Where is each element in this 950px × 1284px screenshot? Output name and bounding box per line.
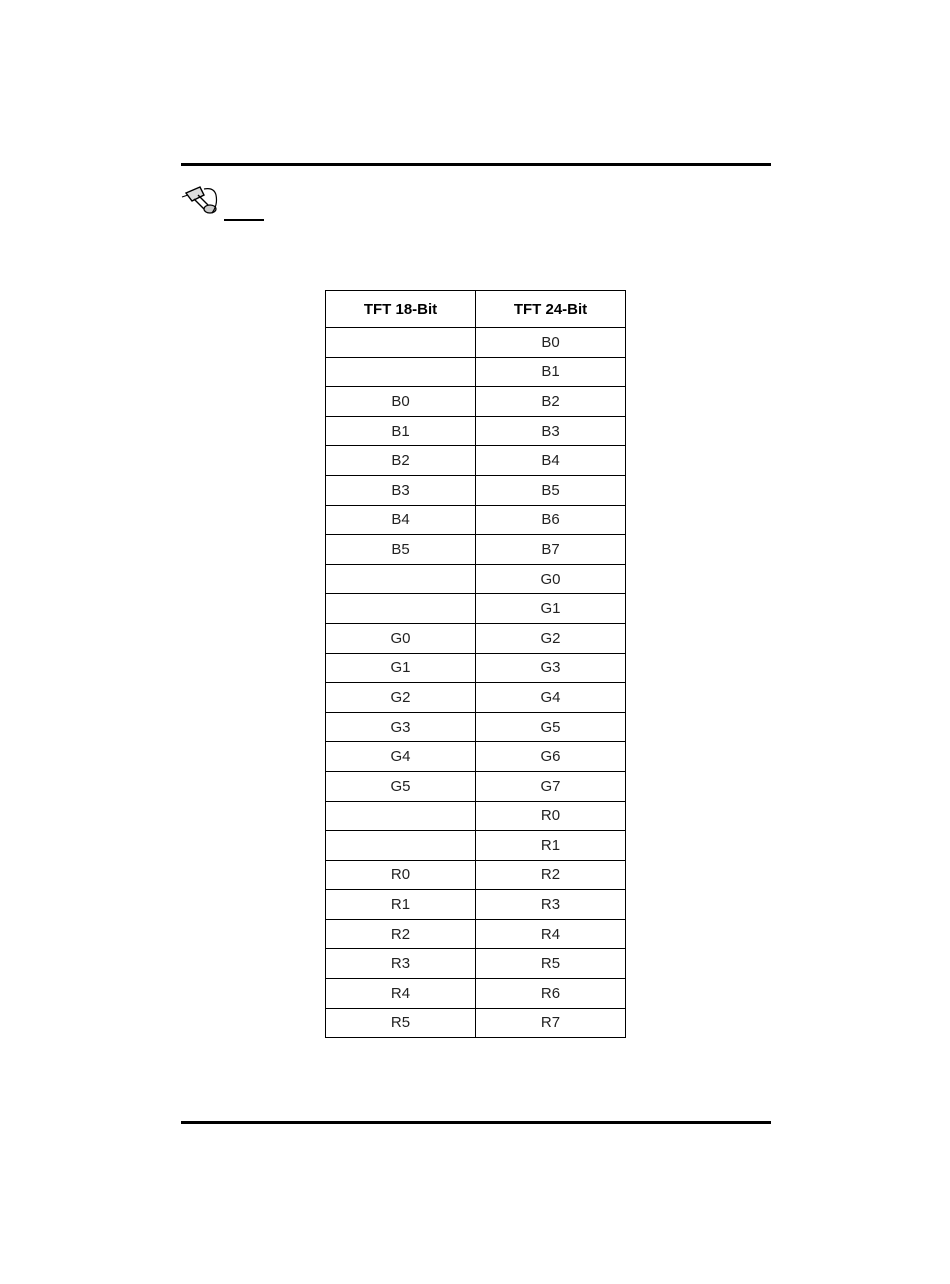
cell-tft-18-bit: B3 (326, 475, 476, 505)
footer-rule (181, 1121, 771, 1124)
pushpin-note-icon (180, 183, 222, 219)
cell-tft-24-bit: B5 (476, 475, 626, 505)
cell-tft-24-bit: B7 (476, 535, 626, 565)
column-header: TFT 18-Bit (326, 291, 476, 328)
table-row (326, 919, 626, 949)
cell-tft-18-bit: B1 (326, 416, 476, 446)
cell-tft-18-bit: G2 (326, 683, 476, 713)
cell-tft-18-bit (326, 801, 476, 831)
cell-tft-18-bit: R2 (326, 919, 476, 949)
table-row (326, 890, 626, 920)
cell-tft-24-bit: G5 (476, 712, 626, 742)
cell-tft-24-bit: B1 (476, 357, 626, 387)
cell-tft-24-bit: R2 (476, 860, 626, 890)
cell-tft-24-bit: R4 (476, 919, 626, 949)
cell-tft-18-bit: G4 (326, 742, 476, 772)
cell-tft-24-bit: G2 (476, 623, 626, 653)
column-header: TFT 24-Bit (476, 291, 626, 328)
table-row (326, 979, 626, 1009)
table-row (326, 653, 626, 683)
cell-tft-18-bit (326, 594, 476, 624)
cell-tft-18-bit: B4 (326, 505, 476, 535)
table-row (326, 623, 626, 653)
cell-tft-24-bit: B0 (476, 328, 626, 358)
cell-tft-18-bit: B0 (326, 387, 476, 417)
cell-tft-24-bit: G7 (476, 771, 626, 801)
table-header-row (326, 291, 626, 328)
table-row (326, 357, 626, 387)
cell-tft-24-bit: G6 (476, 742, 626, 772)
table-row (326, 1008, 626, 1038)
table-row (326, 860, 626, 890)
cell-tft-24-bit: G1 (476, 594, 626, 624)
cell-tft-18-bit: B5 (326, 535, 476, 565)
cell-tft-18-bit: R5 (326, 1008, 476, 1038)
cell-tft-18-bit: B2 (326, 446, 476, 476)
table-row (326, 328, 626, 358)
cell-tft-18-bit: R4 (326, 979, 476, 1009)
cell-tft-18-bit: R0 (326, 860, 476, 890)
cell-tft-24-bit: R1 (476, 831, 626, 861)
table-row (326, 475, 626, 505)
table-row (326, 564, 626, 594)
table-row (326, 387, 626, 417)
table-row (326, 801, 626, 831)
cell-tft-24-bit: G0 (476, 564, 626, 594)
header-rule (181, 163, 771, 166)
table-row (326, 771, 626, 801)
note-label-underline (224, 219, 264, 221)
table-row (326, 683, 626, 713)
table-row (326, 742, 626, 772)
cell-tft-24-bit: B2 (476, 387, 626, 417)
cell-tft-24-bit: R0 (476, 801, 626, 831)
cell-tft-18-bit: G0 (326, 623, 476, 653)
table-row (326, 505, 626, 535)
cell-tft-24-bit: R5 (476, 949, 626, 979)
color-bit-mapping-table (325, 290, 626, 1038)
cell-tft-18-bit: G1 (326, 653, 476, 683)
cell-tft-24-bit: B4 (476, 446, 626, 476)
cell-tft-24-bit: R3 (476, 890, 626, 920)
cell-tft-18-bit (326, 328, 476, 358)
cell-tft-18-bit: R1 (326, 890, 476, 920)
cell-tft-18-bit: R3 (326, 949, 476, 979)
table-row (326, 535, 626, 565)
table-row (326, 594, 626, 624)
cell-tft-24-bit: B6 (476, 505, 626, 535)
table-row (326, 446, 626, 476)
cell-tft-18-bit (326, 831, 476, 861)
table-row (326, 712, 626, 742)
cell-tft-18-bit (326, 564, 476, 594)
cell-tft-24-bit: G4 (476, 683, 626, 713)
table-row (326, 831, 626, 861)
cell-tft-24-bit: G3 (476, 653, 626, 683)
cell-tft-18-bit: G5 (326, 771, 476, 801)
table-row (326, 416, 626, 446)
cell-tft-18-bit: G3 (326, 712, 476, 742)
cell-tft-24-bit: R6 (476, 979, 626, 1009)
cell-tft-18-bit (326, 357, 476, 387)
cell-tft-24-bit: B3 (476, 416, 626, 446)
cell-tft-24-bit: R7 (476, 1008, 626, 1038)
table-row (326, 949, 626, 979)
